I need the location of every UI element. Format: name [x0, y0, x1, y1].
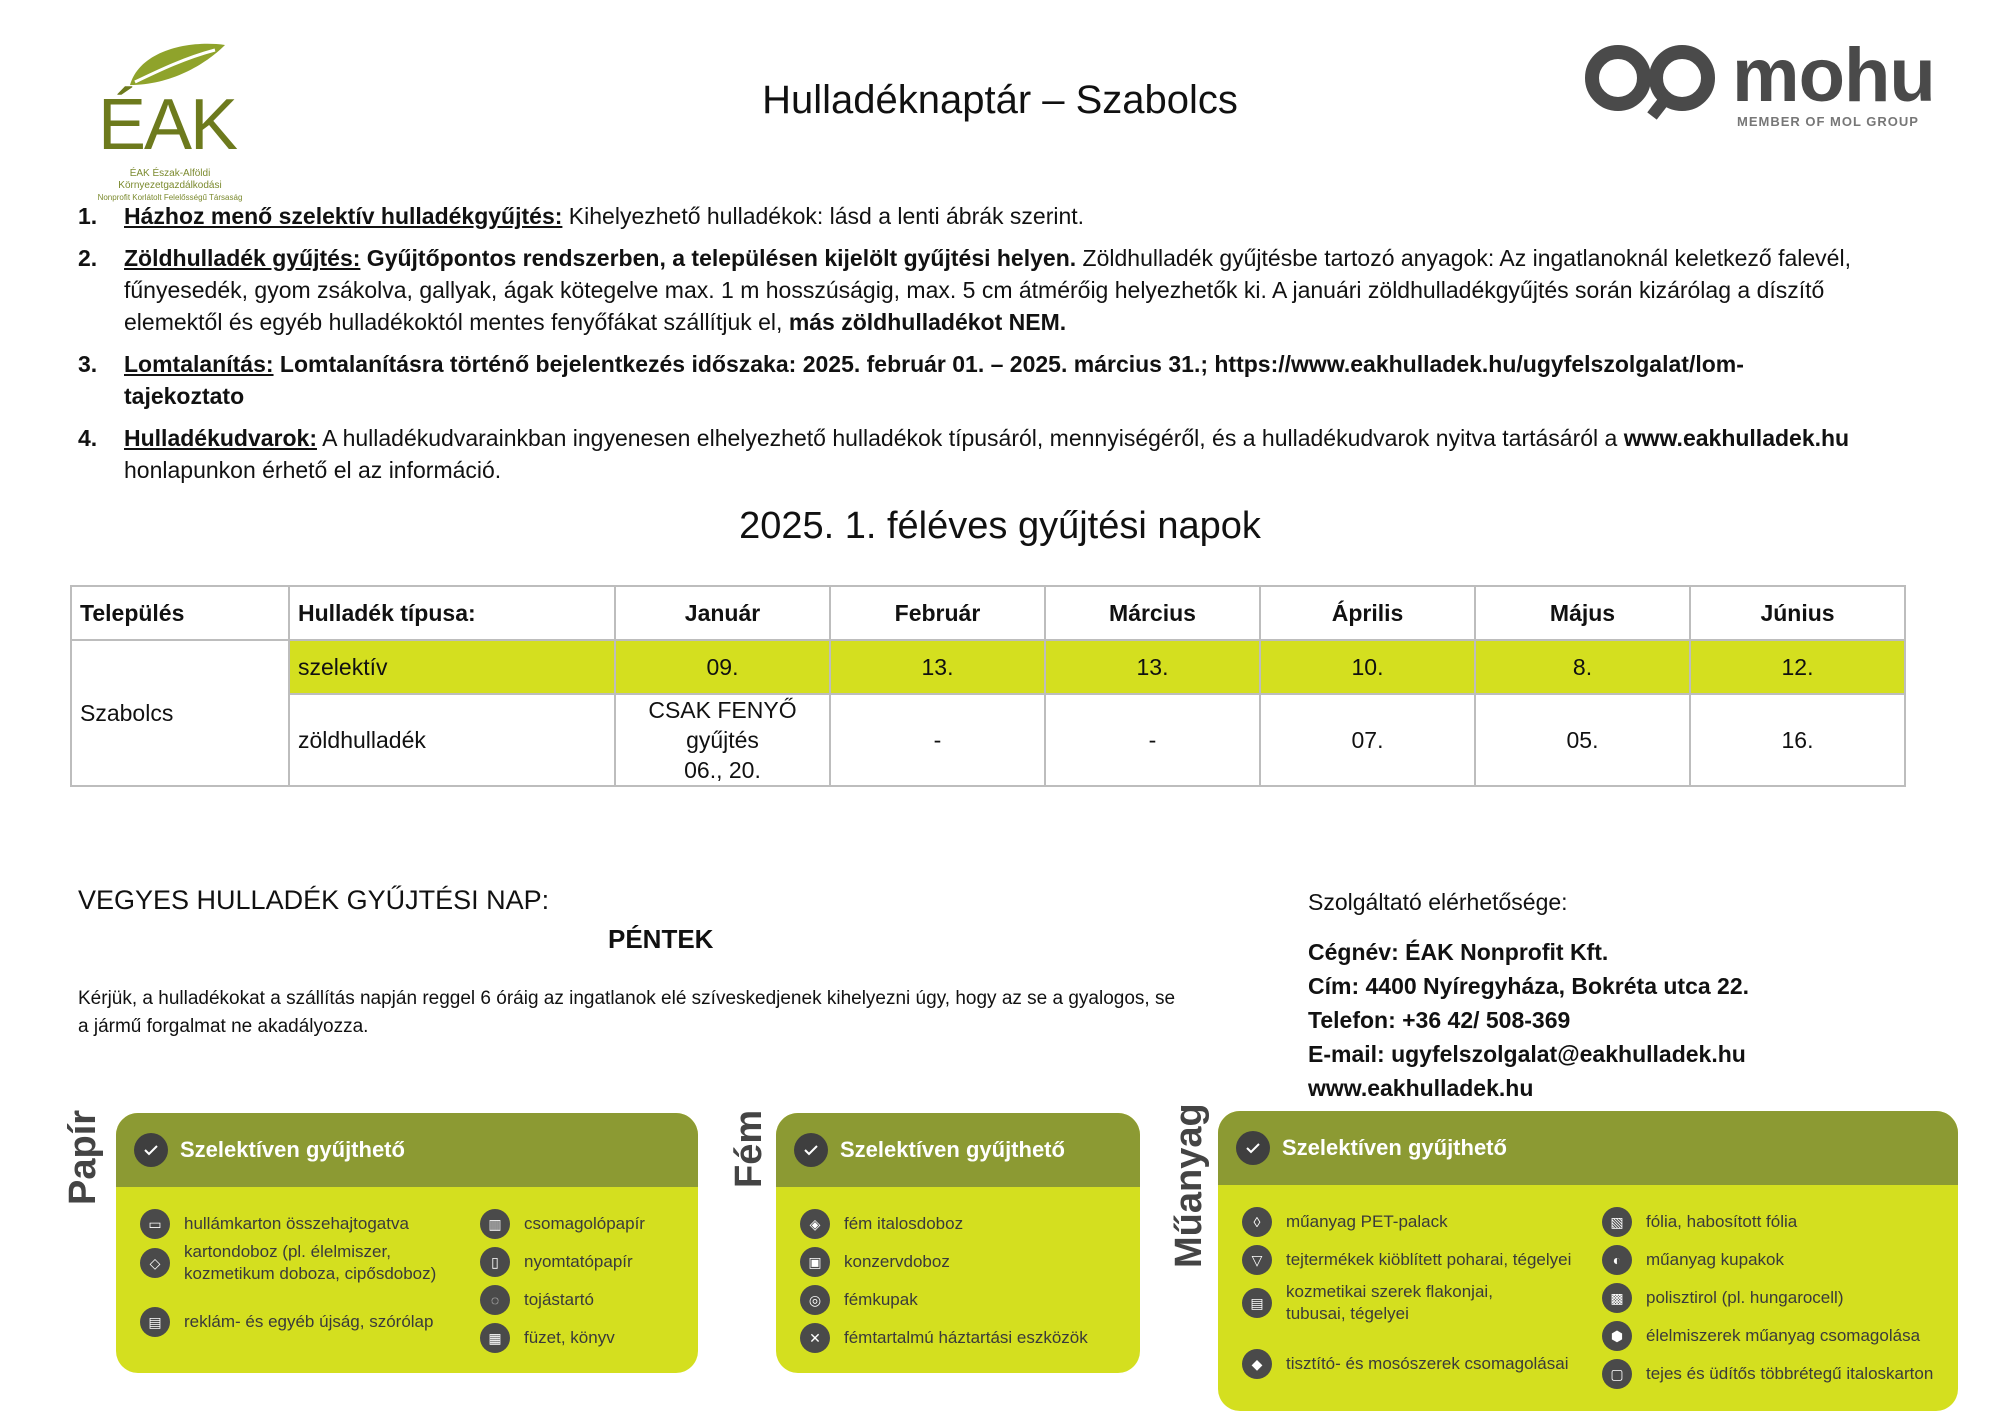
can-icon: ◈ [800, 1209, 830, 1239]
muanyag-card [1218, 1111, 1958, 1411]
info-item-3: 3. Lomtalanítás: Lomtalanításra történő bejelentkezés időszaka: 2025. február 01. – 2025. március 31.; https://www.eakhulladek.hu/ugyfelszolgalat/lom-tajekoztato [78, 351, 1744, 409]
list-item: ◊ műanyag PET-palack [1242, 1207, 1448, 1237]
tools-icon: ✕ [800, 1323, 830, 1353]
date-cell: 05. [1475, 694, 1690, 786]
fem-card [776, 1113, 1140, 1373]
table-header-row [71, 586, 1905, 640]
book-icon: ▦ [480, 1323, 510, 1353]
food-packaging-icon: ⬢ [1602, 1321, 1632, 1351]
list-item: ▥ csomagolópapír [480, 1209, 645, 1239]
date-cell: 13. [830, 640, 1045, 694]
date-cell: 09. [615, 640, 830, 694]
list-item: ⬢ élelmiszerek műanyag csomagolása [1602, 1321, 1920, 1351]
mohu-symbol-icon [1582, 40, 1722, 120]
contact-website: www.eakhulladek.hu [1308, 1075, 1534, 1101]
info-list [78, 200, 1858, 496]
contact-block [1308, 885, 1749, 1105]
waste-type-cell: szelektív [289, 640, 615, 694]
list-item: ▦ füzet, könyv [480, 1323, 615, 1353]
list-item: ▽ tejtermékek kiöblített poharai, tégelyei [1242, 1245, 1571, 1275]
detergent-icon: ◆ [1242, 1349, 1272, 1379]
mohu-logo-subtitle: MEMBER OF MOL GROUP [1737, 114, 1919, 129]
list-item: ◎ fémkupak [800, 1285, 918, 1315]
papir-card [116, 1113, 698, 1373]
date-cell: 07. [1260, 694, 1475, 786]
list-item: ▢ tejes és üdítős többrétegű italoskarton [1602, 1359, 1933, 1389]
check-icon [794, 1133, 828, 1167]
contact-address: Cím: 4400 Nyíregyháza, Bokréta utca 22. [1308, 973, 1750, 999]
info-item-4: 4. Hulladékudvarok: A hulladékudvarainkban ingyenesen elhelyezhető hulladékok típusáról, mennyiségéről, és a hulladékudvarok nyitva tartásáról a www.eakhulladek.hu honlapunkon érhető el az információ. [78, 425, 1850, 483]
date-cell: 16. [1690, 694, 1905, 786]
yogurt-cup-icon: ▽ [1242, 1245, 1272, 1275]
cardboard-icon: ▭ [140, 1209, 170, 1239]
date-cell: 13. [1045, 640, 1260, 694]
table-header: Január [615, 586, 830, 640]
table-header: Április [1260, 586, 1475, 640]
info-item-1: 1. Házhoz menő szelektív hulladékgyűjtés: Kihelyezhető hulladékok: lásd a lenti ábrák szerint. [78, 203, 1085, 229]
contact-company: Cégnév: ÉAK Nonprofit Kft. [1308, 939, 1609, 965]
card-header: Szelektíven gyűjthető [776, 1113, 1140, 1187]
schedule-table [70, 585, 1906, 787]
cosmetics-bottle-icon: ▤ [1242, 1288, 1272, 1318]
date-cell: 12. [1690, 640, 1905, 694]
table-header: Település [71, 586, 289, 640]
list-item: ▧ fólia, habosított fólia [1602, 1207, 1797, 1237]
check-icon [1236, 1131, 1270, 1165]
list-item: ▤ kozmetikai szerek flakonjai, tubusai, tégelyei [1242, 1281, 1493, 1325]
card-header: Szelektíven gyűjthető [1218, 1111, 1958, 1185]
list-item: ◌ tojástartó [480, 1285, 594, 1315]
list-item: ◆ tisztító- és mosószerek csomagolásai [1242, 1349, 1569, 1379]
schedule-subtitle: 2025. 1. féléves gyűjtési napok [739, 505, 1261, 547]
list-item: ◐ műanyag kupakok [1602, 1245, 1784, 1275]
list-item: ◇ kartondoboz (pl. élelmiszer, kozmetikum doboza, cipősdoboz) [140, 1241, 436, 1285]
town-cell: Szabolcs [71, 640, 289, 786]
date-cell: - [1045, 694, 1260, 786]
wrapping-paper-icon: ▥ [480, 1209, 510, 1239]
date-cell: CSAK FENYŐ gyűjtés 06., 20. [615, 694, 830, 786]
check-icon [134, 1133, 168, 1167]
contact-heading: Szolgáltató elérhetősége: [1308, 889, 1568, 915]
mohu-logo [1582, 33, 1935, 130]
papir-card-title: Papír [62, 1109, 104, 1205]
table-header: Február [830, 586, 1045, 640]
mixed-waste-label: VEGYES HULLADÉK GYŰJTÉSI NAP: [78, 885, 550, 915]
list-item: ▤ reklám- és egyéb újság, szórólap [140, 1307, 433, 1337]
polystyrene-icon: ▩ [1602, 1283, 1632, 1313]
fem-card-title: Fém [728, 1109, 770, 1188]
foil-icon: ▧ [1602, 1207, 1632, 1237]
newspaper-icon: ▤ [140, 1307, 170, 1337]
date-cell: 8. [1475, 640, 1690, 694]
printer-paper-icon: ▯ [480, 1247, 510, 1277]
contact-email: E-mail: ugyfelszolgalat@eakhulladek.hu [1308, 1041, 1746, 1067]
pet-bottle-icon: ◊ [1242, 1207, 1272, 1237]
eak-logo-word: ÉAK [98, 85, 237, 165]
list-item: ▭ hullámkarton összehajtogatva [140, 1209, 409, 1239]
tin-can-icon: ▣ [800, 1247, 830, 1277]
eak-logo-subtitle: ÉAK Észak-Alföldi Környezetgazdálkodási Nonprofit Korlátolt Felelősségű Társaság [97, 168, 243, 202]
carton-box-icon: ◇ [140, 1248, 170, 1278]
table-row [71, 694, 1905, 786]
date-cell: 10. [1260, 640, 1475, 694]
date-cell: - [830, 694, 1045, 786]
table-header: Május [1475, 586, 1690, 640]
mixed-waste-day: PÉNTEK [608, 924, 714, 954]
table-row [71, 640, 1905, 694]
list-item: ▩ polisztirol (pl. hungarocell) [1602, 1283, 1843, 1313]
table-header: Hulladék típusa: [289, 586, 615, 640]
table-header: Március [1045, 586, 1260, 640]
page-title: Hulladéknaptár – Szabolcs [762, 78, 1238, 122]
table-header: Június [1690, 586, 1905, 640]
mohu-logo-word: mohu [1732, 33, 1935, 118]
card-header: Szelektíven gyűjthető [116, 1113, 698, 1187]
muanyag-card-title: Műanyag [1168, 1103, 1210, 1268]
info-item-2: 2. Zöldhulladék gyűjtés: Gyűjtőpontos rendszerben, a településen kijelölt gyűjtési helyen. Zöldhulladék gyűjtésbe tartozó anyagok: Az ingatlanoknál keletkező falevél, fűnyesedék, gyom zsákolva, gallyak, ágak kötegelve max. 1 m hosszúságig, max. 5 cm átmérőig helyezhetők ki. A januári zöldhulladékgyűjtés során kizárólag a díszítő elemektől és egyéb hulladékoktól mentes fenyőfákat szállítjuk el, más zöldhulladékot NEM. [78, 245, 1851, 335]
list-item: ◈ fém italosdoboz [800, 1209, 963, 1239]
beverage-carton-icon: ▢ [1602, 1359, 1632, 1389]
contact-phone: Telefon: +36 42/ 508-369 [1308, 1007, 1571, 1033]
bottle-cap-icon: ◎ [800, 1285, 830, 1315]
mixed-waste-note: Kérjük, a hulladékokat a szállítás napján reggel 6 óráig az ingatlanok elé szíveskedjenek kihelyezni úgy, hogy az se a gyalogos, se a jármű forgalmat ne akadályozza. [78, 988, 1176, 1037]
list-item: ▣ konzervdoboz [800, 1247, 950, 1277]
list-item: ▯ nyomtatópapír [480, 1247, 633, 1277]
waste-type-cell: zöldhulladék [289, 694, 615, 786]
list-item: ✕ fémtartalmú háztartási eszközök [800, 1323, 1088, 1353]
plastic-cap-icon: ◐ [1602, 1245, 1632, 1275]
egg-carton-icon: ◌ [480, 1285, 510, 1315]
